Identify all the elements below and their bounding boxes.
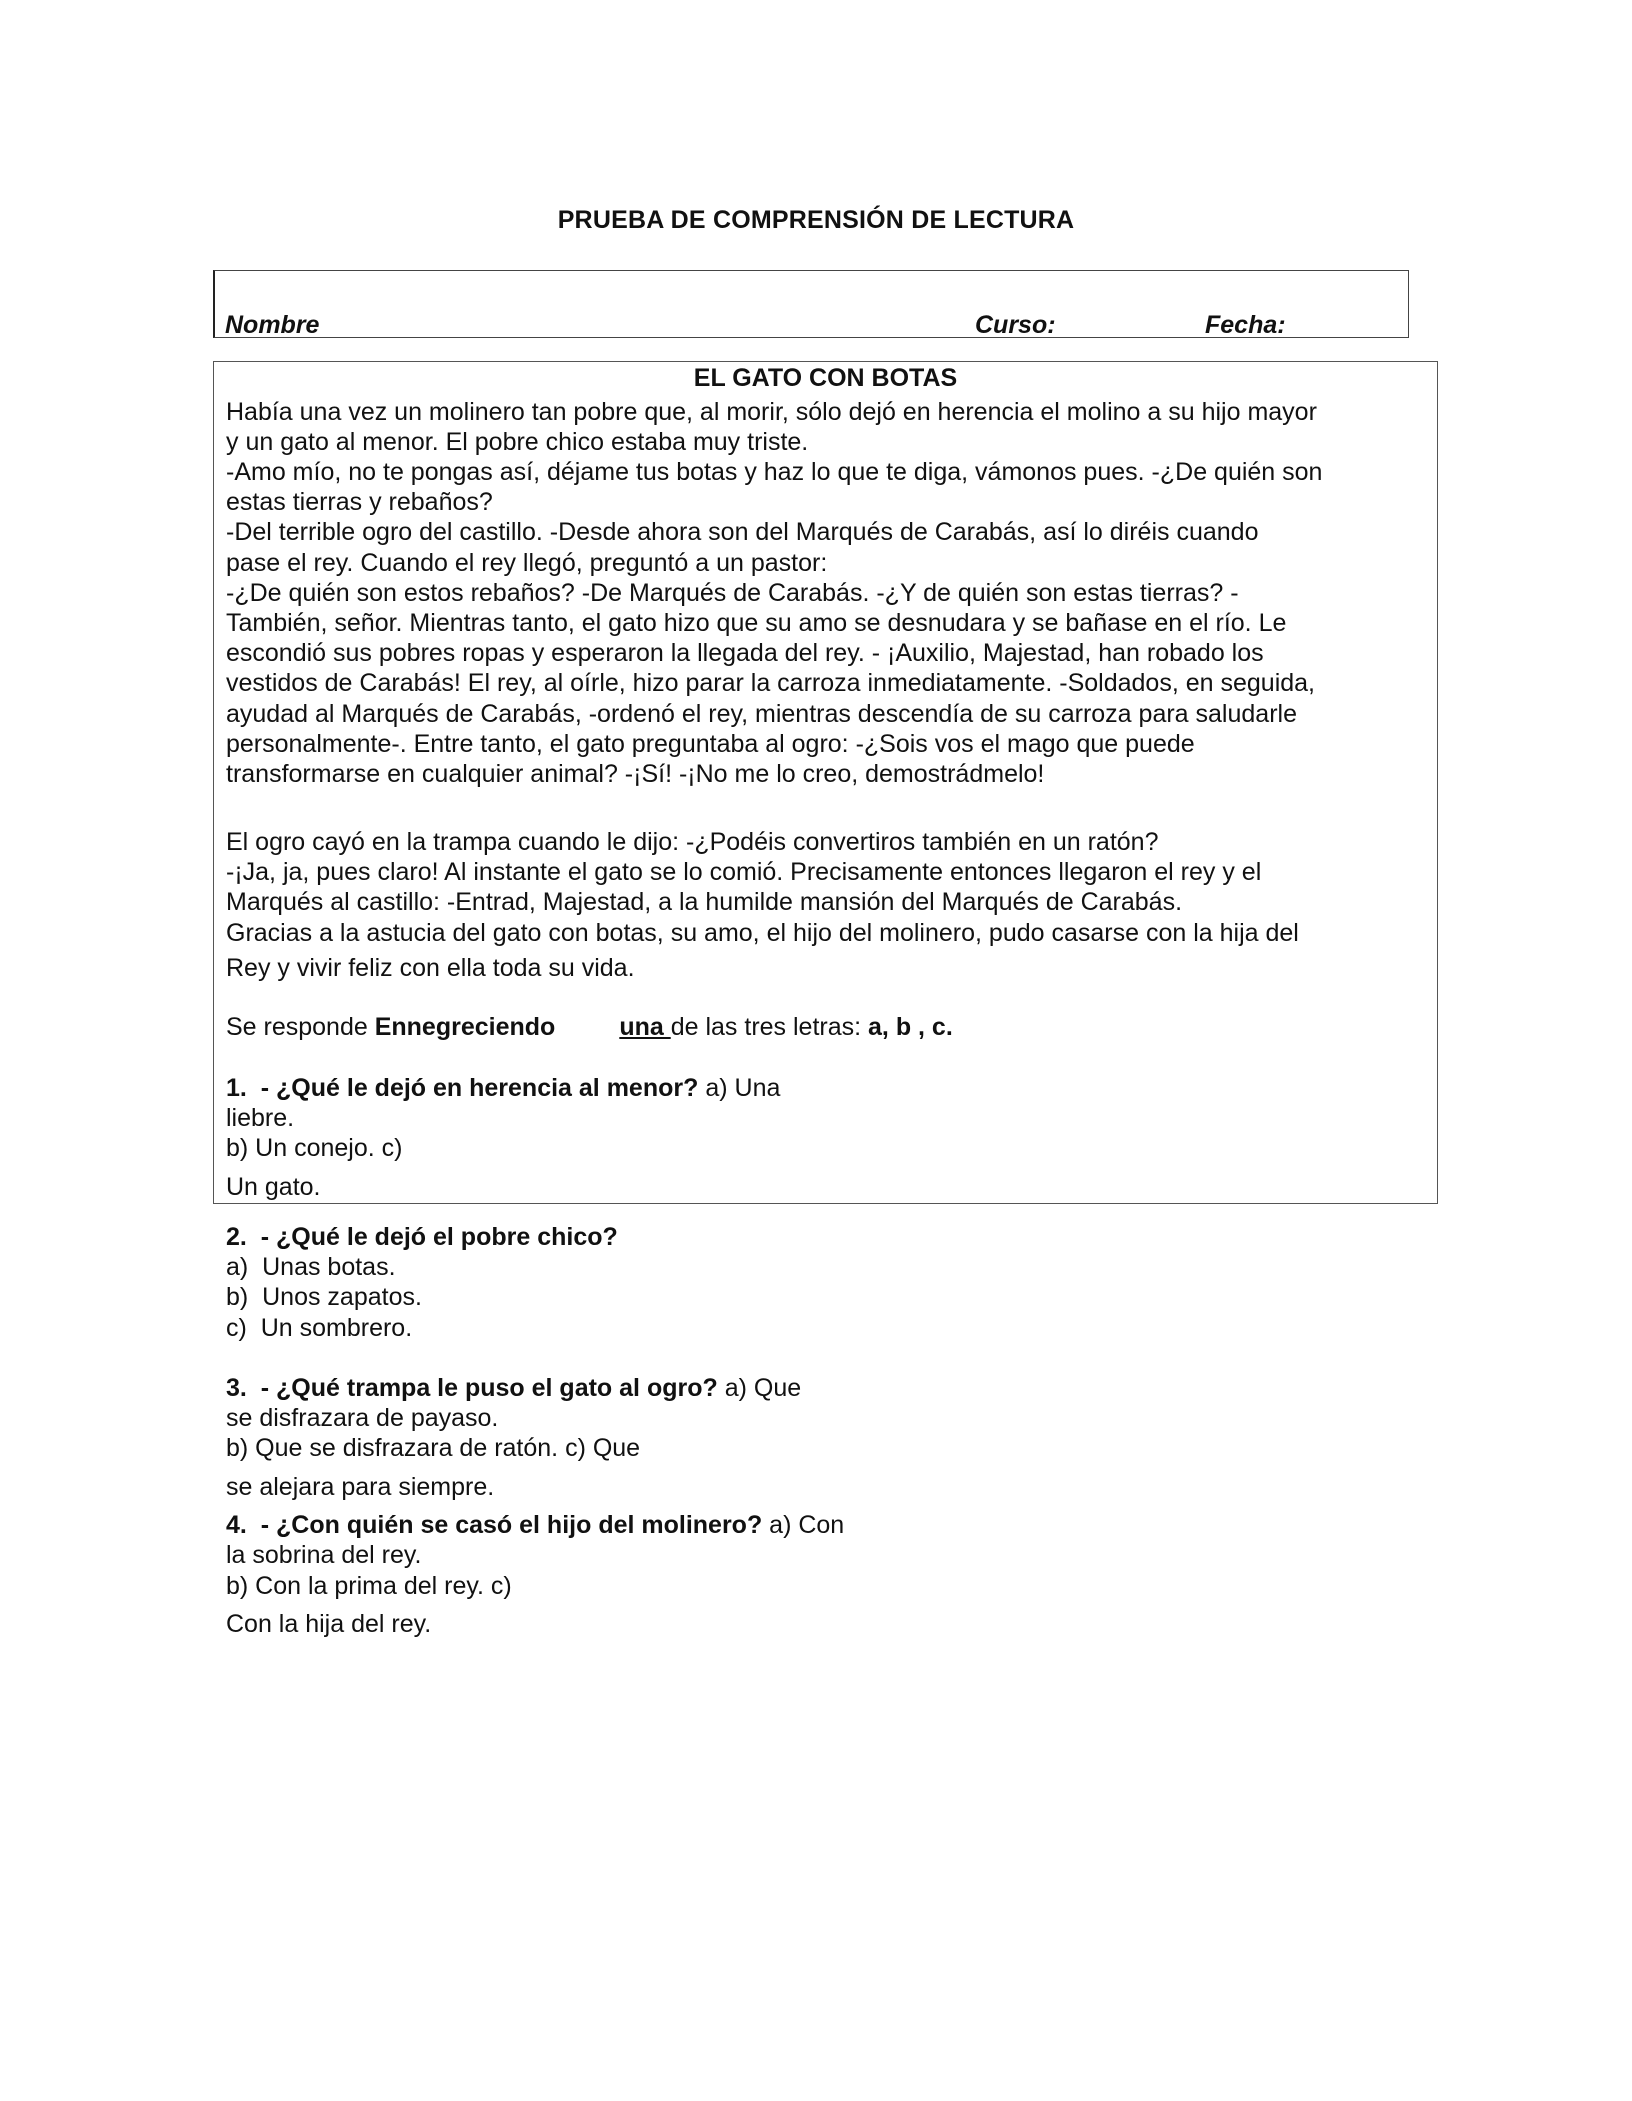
story-line: -Del terrible ogro del castillo. -Desde ahora son del Marqués de Carabás, así lo diréis cuando [226,518,1259,546]
question-1 [226,1073,780,1103]
question-number: 2. [226,1223,247,1251]
story-line: y un gato al menor. El pobre chico estaba muy triste. [226,428,809,456]
answer-line[interactable]: la sobrina del rey. [226,1541,422,1569]
curso-label: Curso: [975,311,1056,339]
instructions-underlined-word: una [619,1013,671,1041]
question-3 [226,1373,801,1403]
instructions-bold-word: Ennegreciendo [374,1013,556,1041]
question-text: - ¿Qué le dejó el pobre chico? [260,1223,618,1251]
story-line: ayudad al Marqués de Carabás, -ordenó el rey, mientras descendía de su carroza para saludarle [226,700,1297,728]
story-line: -¡Ja, ja, pues claro! Al instante el gato se lo comió. Precisamente entonces llegaron el rey y el [226,858,1262,886]
story-line: escondió sus pobres ropas y esperaron la llegada del rey. - ¡Auxilio, Majestad, han robado los [226,639,1264,667]
page-title: PRUEBA DE COMPRENSIÓN DE LECTURA [557,206,1075,234]
answer-line[interactable]: se alejara para siempre. [226,1473,495,1501]
story-line: -Amo mío, no te pongas así, déjame tus botas y haz lo que te diga, vámonos pues. -¿De quién son [226,458,1323,486]
question-number: 1. [226,1074,247,1102]
answer-line[interactable]: b) Un conejo. c) [226,1134,403,1162]
answer-line[interactable]: b) Unos zapatos. [226,1283,422,1311]
story-line: -¿De quién son estos rebaños? -De Marqués de Carabás. -¿Y de quién son estas tierras? - [226,579,1239,607]
question-number: 4. [226,1511,247,1539]
answer-line[interactable]: a) Una [698,1074,781,1102]
story-line: El ogro cayó en la trampa cuando le dijo: -¿Podéis convertiros también en un ratón? [226,828,1159,856]
story-line: pase el rey. Cuando el rey llegó, preguntó a un pastor: [226,549,828,577]
story-title: EL GATO CON BOTAS [693,364,958,392]
nombre-label: Nombre [225,311,320,339]
story-line: estas tierras y rebaños? [226,488,493,516]
story-line: transformarse en cualquier animal? -¡Sí! -¡No me lo creo, demostrádmelo! [226,760,1045,788]
instructions-prefix: Se responde [226,1013,375,1041]
story-line: Gracias a la astucia del gato con botas, su amo, el hijo del molinero, pudo casarse con la hija del [226,919,1299,947]
question-4 [226,1510,844,1540]
instructions [226,1012,953,1042]
story-line: vestidos de Carabás! El rey, al oírle, hizo parar la carroza inmediatamente. -Soldados, en seguida, [226,669,1316,697]
answer-line[interactable]: liebre. [226,1104,295,1132]
story-line: Había una vez un molinero tan pobre que, al morir, sólo dejó en herencia el molino a su hijo mayor [226,398,1317,426]
answer-line[interactable]: c) Un sombrero. [226,1314,413,1342]
story-line: También, señor. Mientras tanto, el gato hizo que su amo se desnudara y se bañase en el río. Le [226,609,1287,637]
answer-line[interactable]: b) Con la prima del rey. c) [226,1572,512,1600]
answer-line[interactable]: a) Que [717,1374,802,1402]
answer-line[interactable]: Un gato. [226,1173,321,1201]
question-2 [226,1222,618,1252]
story-line: Marqués al castillo: -Entrad, Majestad, a la humilde mansión del Marqués de Carabás. [226,888,1183,916]
question-text: - ¿Qué trampa le puso el gato al ogro? [260,1374,718,1402]
instructions-middle: de las tres letras: [670,1013,862,1041]
question-number: 3. [226,1374,247,1402]
story-line: Rey y vivir feliz con ella toda su vida. [226,954,635,982]
answer-line[interactable]: b) Que se disfrazara de ratón. c) Que [226,1434,641,1462]
question-text: - ¿Con quién se casó el hijo del molinero? [260,1511,763,1539]
story-line: personalmente-. Entre tanto, el gato preguntaba al ogro: -¿Sois vos el mago que puede [226,730,1195,758]
answer-line[interactable]: Con la hija del rey. [226,1610,432,1638]
instructions-letters: a, b , c. [861,1013,953,1041]
answer-line[interactable]: se disfrazara de payaso. [226,1404,499,1432]
answer-line[interactable]: a) Unas botas. [226,1253,396,1281]
fecha-label: Fecha: [1205,311,1286,339]
student-info-box [213,270,1409,338]
question-text: - ¿Qué le dejó en herencia al menor? [260,1074,699,1102]
answer-line[interactable]: a) Con [762,1511,845,1539]
